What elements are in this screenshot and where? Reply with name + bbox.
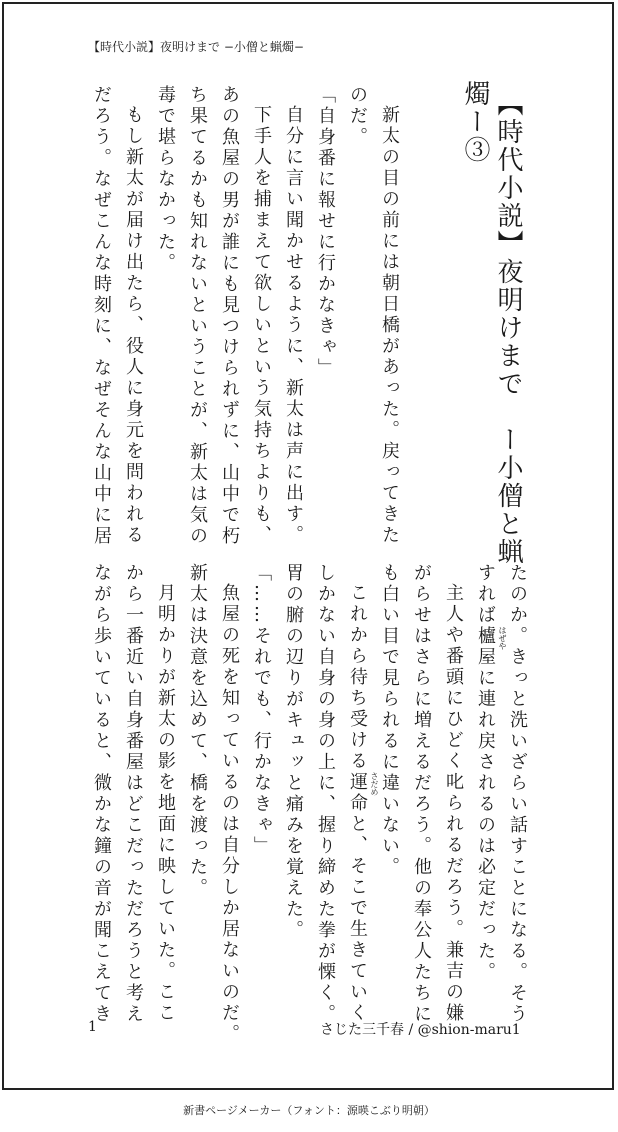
- body-column: 「……それでも、行かなきゃ」: [251, 563, 272, 857]
- body-text: すれば: [475, 563, 496, 626]
- body-column: たのか。きっと洗いざらい話すことになる。そう: [507, 563, 528, 1025]
- body-column: 自分に言い聞かせるように、新太は声に出す。: [283, 105, 304, 546]
- body-column: のだ。: [347, 85, 368, 148]
- ruby-reading: さだめ: [370, 772, 379, 796]
- body-column: あの魚屋の男が誰にも見つけられずに、山中で朽: [219, 85, 240, 547]
- body-column-with-ruby: [475, 563, 507, 983]
- page-number: 1: [88, 1019, 97, 1035]
- body-column: 新太は決意を込めて、橋を渡った。: [187, 563, 208, 899]
- body-column: 月明かりが新太の影を地面に映していた。ここ: [155, 583, 176, 1024]
- author-credit: さじた三千春 / @shion-maru1: [320, 1022, 521, 1038]
- ruby-group: [475, 626, 507, 668]
- body-column: から一番近い自身番屋はどこだっただろうと考え: [123, 563, 144, 1025]
- body-column: だろう。なぜこんな時刻に、なぜそんな山中に居: [91, 85, 112, 547]
- body-column: 魚屋の死を知っているのは自分しか居ないのだ。: [219, 583, 240, 1045]
- body-column: ながら歩いていると、微かな鐘の音が聞こえてき: [91, 563, 112, 1025]
- body-column: も白い目で見られるに違いない。: [379, 563, 400, 878]
- body-column: もし新太が届け出たら、役人に身元を問われる: [123, 105, 144, 546]
- body-column: 主人や番頭にひどく叱られるだろう。兼吉の嫌: [443, 583, 464, 1024]
- body-column: しかない自身の身の上に、握り締めた拳が慄く。: [315, 563, 336, 1025]
- running-header: 【時代小説】夜明けまで −小僧と蝋燭−: [88, 40, 304, 54]
- title-line-2: 燭ー③: [460, 80, 490, 164]
- ruby-base: 櫨屋: [475, 626, 496, 668]
- ruby-base: 運命: [347, 772, 368, 814]
- body-text: に連れ戻されるのは必定だった。: [475, 668, 496, 983]
- body-column: 胃の腑の辺りがキュッと痛みを覚えた。: [283, 563, 304, 941]
- body-column-with-ruby: [347, 583, 379, 1024]
- body-text: と、そこで生きていく: [347, 814, 368, 1024]
- body-column: 「自身番に報せに行かなきゃ」: [315, 85, 336, 379]
- body-column: 新太の目の前には朝日橋があった。戻ってきた: [379, 105, 400, 546]
- title-line-1: 【時代小説】夜明けまで ー小僧と蝋: [493, 90, 523, 566]
- maker-credit: 新書ページメーカー（フォント：源暎こぶり明朝）: [183, 1104, 435, 1117]
- body-column: 毒で堪らなかった。: [155, 85, 176, 274]
- ruby-group: [347, 772, 379, 814]
- body-column: 下手人を捕まえて欲しいという気持ちよりも、: [251, 105, 272, 546]
- body-text: これから待ち受ける: [347, 583, 368, 772]
- ruby-reading: はぜや: [498, 626, 507, 650]
- body-column: がらせはさらに増えるだろう。他の奉公人たちに: [411, 563, 432, 1025]
- body-column: ち果てるかも知れないということが、新太は気の: [187, 85, 208, 547]
